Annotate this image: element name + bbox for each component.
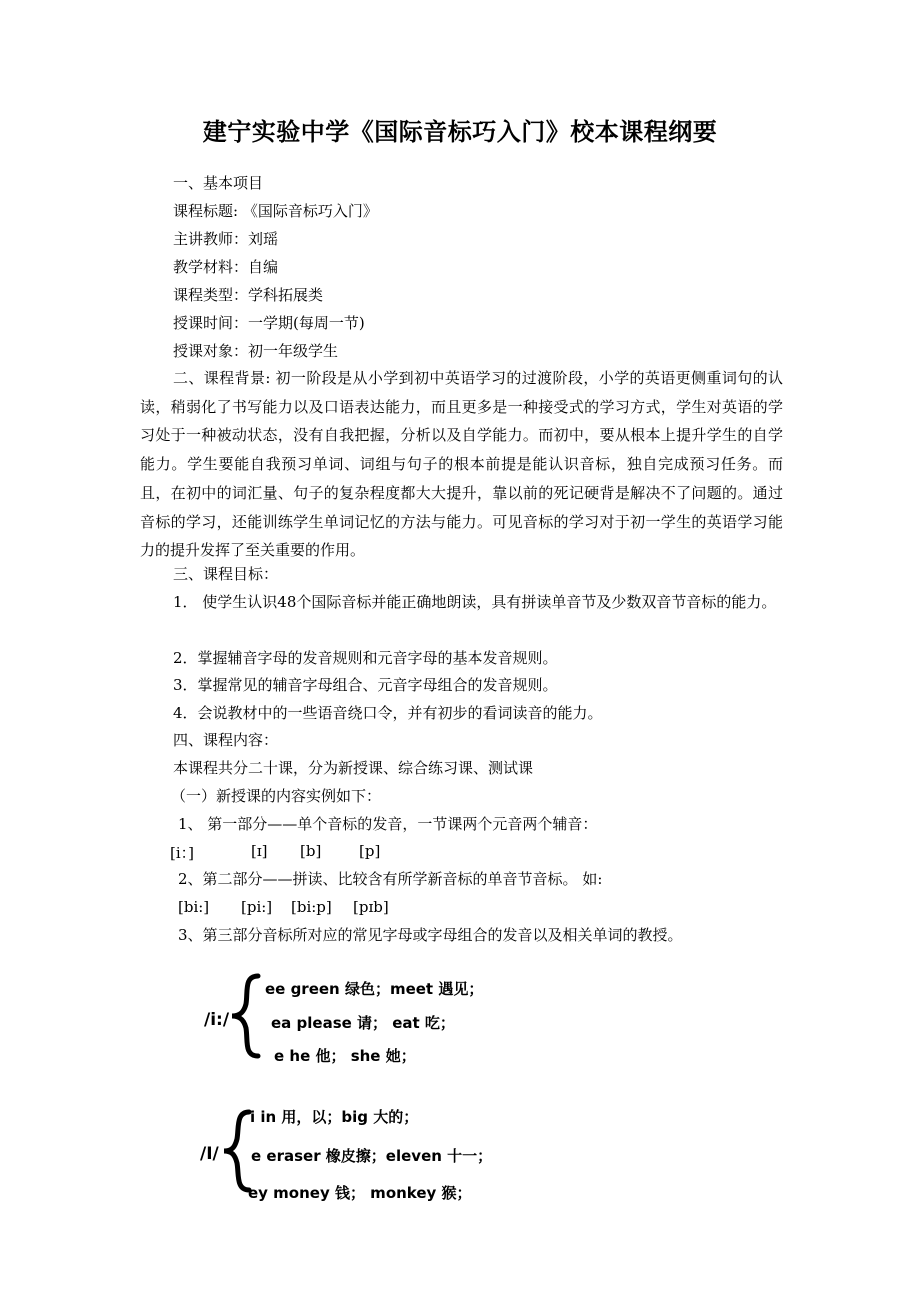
example-row: ee green 绿色；meet 遇见； [265,980,484,998]
content-summary: 本课程共分二十课，分为新授课、综合练习课、测试课 [173,759,534,777]
phonetic-symbol: [i：] [170,844,195,862]
part1-line: 1、 第一部分——单个音标的发音，一节课两个元音两个辅音： [178,815,598,833]
target-line: 授课对象：初一年级学生 [173,342,339,360]
goal-item-3: 3．掌握常见的辅音字母组合、元音字母组合的发音规则。 [173,676,558,694]
goal-item-4: 4．会说教材中的一些语音绕口令，并有初步的看词读音的能力。 [173,704,603,722]
material-line: 教学材料：自编 [173,258,279,276]
curly-brace-icon [226,972,262,1060]
goals-heading: 三、课程目标： [173,565,279,583]
example-row: e eraser 橡皮擦；eleven 十一； [251,1147,493,1165]
example-row: e he 他； she 她； [274,1047,416,1065]
part2-line: 2、第二部分——拼读、比较含有所学新音标的单音节音标。 如: [178,870,603,888]
part3-line: 3、第三部分音标所对应的常见字母或字母组合的发音以及相关单词的教授。 [178,926,683,944]
course-title-line: 课程标题: 《国际音标巧入门》 [173,202,378,220]
goal-item-1: 1． 使学生认识48个国际音标并能正确地朗读，具有拼读单音节及少数双音节音标的能力。 [173,593,777,611]
phonetic-symbol: [b] [300,842,322,860]
content-heading: 四、课程内容： [173,731,279,749]
background-paragraph: 二、课程背景: 初一阶段是从小学到初中英语学习的过渡阶段，小学的英语更侧重词句的认读，稍弱化了书写能力以及口语表达能力，而且更多是一种接受式的学习方式，学生对英语的学习处于一种被动状态，没有自我把握，分析以及自学能力。而初中，要从根本上提升学生的自学能力。学生要能自我预习单词、词组与句子的根本前提是能认识音标，独自完成预习任务。而且，在初中的词汇量、句子的复杂程度都大大提升，靠以前的死记硬背是解决不了问题的。通过音标的学习，还能训练学生单词记忆的方法与能力。可见音标的学习对于初一学生的英语学习能力的提升发挥了至关重要的作用。 [140,369,783,560]
goal-item-2: 2．掌握辅音字母的发音规则和元音字母的基本发音规则。 [173,649,558,667]
teacher-line: 主讲教师：刘瑶 [173,230,279,248]
example-row: ea please 请； eat 吃； [271,1014,455,1032]
phonetic-symbol: [bi:] [178,898,210,916]
phonetic-symbol-label: /i:/ [204,1010,230,1030]
phonetic-symbol-label: /I/ [200,1144,219,1164]
example-row: ey money 钱； monkey 猴； [248,1184,472,1202]
phonetic-symbol: [p] [359,842,381,860]
phonetic-symbol: [ɪ] [251,842,268,860]
new-lesson-subheading: （一）新授课的内容实例如下： [171,787,382,805]
phonetic-symbol: [bi:p] [291,898,332,916]
page-title: 建宁实验中学《国际音标巧入门》校本课程纲要 [202,117,718,146]
phonetic-symbol: [pɪb] [353,898,389,916]
type-line: 课程类型：学科拓展类 [173,286,324,304]
basic-heading: 一、基本项目 [173,174,264,192]
time-line: 授课时间：一学期(每周一节) [173,314,365,332]
phonetic-symbol: [pi:] [241,898,273,916]
example-row: i in 用，以；big 大的； [250,1108,419,1126]
